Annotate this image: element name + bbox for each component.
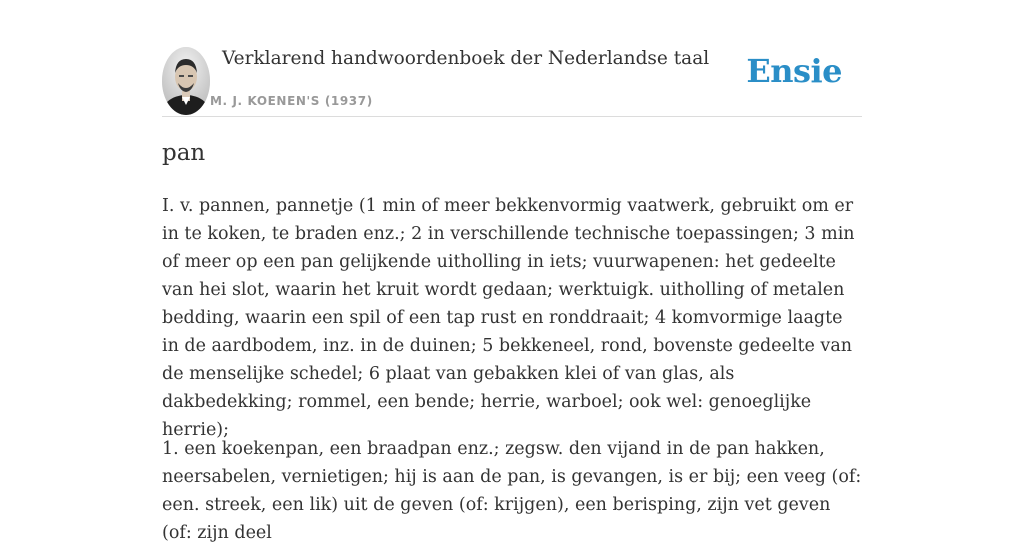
author-portrait-icon [162, 47, 210, 115]
definition-paragraph-1: I. v. pannen, pannetje (1 min of meer bekkenvormig vaatwerk, gebruikt om er in te koken, te braden enz.; 2 in verschillende technische toepassingen; 3 min of meer op een pan gelijkende uitholling in iets; vuurwapenen: het gedeelte van hei slot, waarin het kruit wordt gedaan; werktuigk. uitholling of metalen bedding, waarin een spil of een tap rust en ronddraait; 4 komvormige laagte in de aardbodem, inz. in de duinen; 5 bekkeneel, rond, bovenste gedeelte van de menselijke schedel; 6 plaat van gebakken klei of van glas, als dakbedekking; rommel, een bende; herrie, warboel; ook wel: genoeglijke herrie); [162, 196, 855, 440]
author-label: M. J. KOENEN'S (1937) [210, 94, 373, 108]
entry-headword: pan [162, 140, 206, 166]
book-title[interactable]: Verklarend handwoordenboek der Nederlandse taal [222, 48, 710, 69]
header [162, 42, 862, 117]
definition-paragraph-2: 1. een koekenpan, een braadpan enz.; zegsw. den vijand in de pan hakken, neersabelen, vernietigen; hij is aan de pan, is gevangen, is er bij; een veeg (of: een. streek, een lik) uit de geven (of: krijgen), een berisping, zijn vet geven (of: zijn deel [162, 439, 862, 543]
ensie-logo[interactable]: Ensie [746, 52, 842, 90]
